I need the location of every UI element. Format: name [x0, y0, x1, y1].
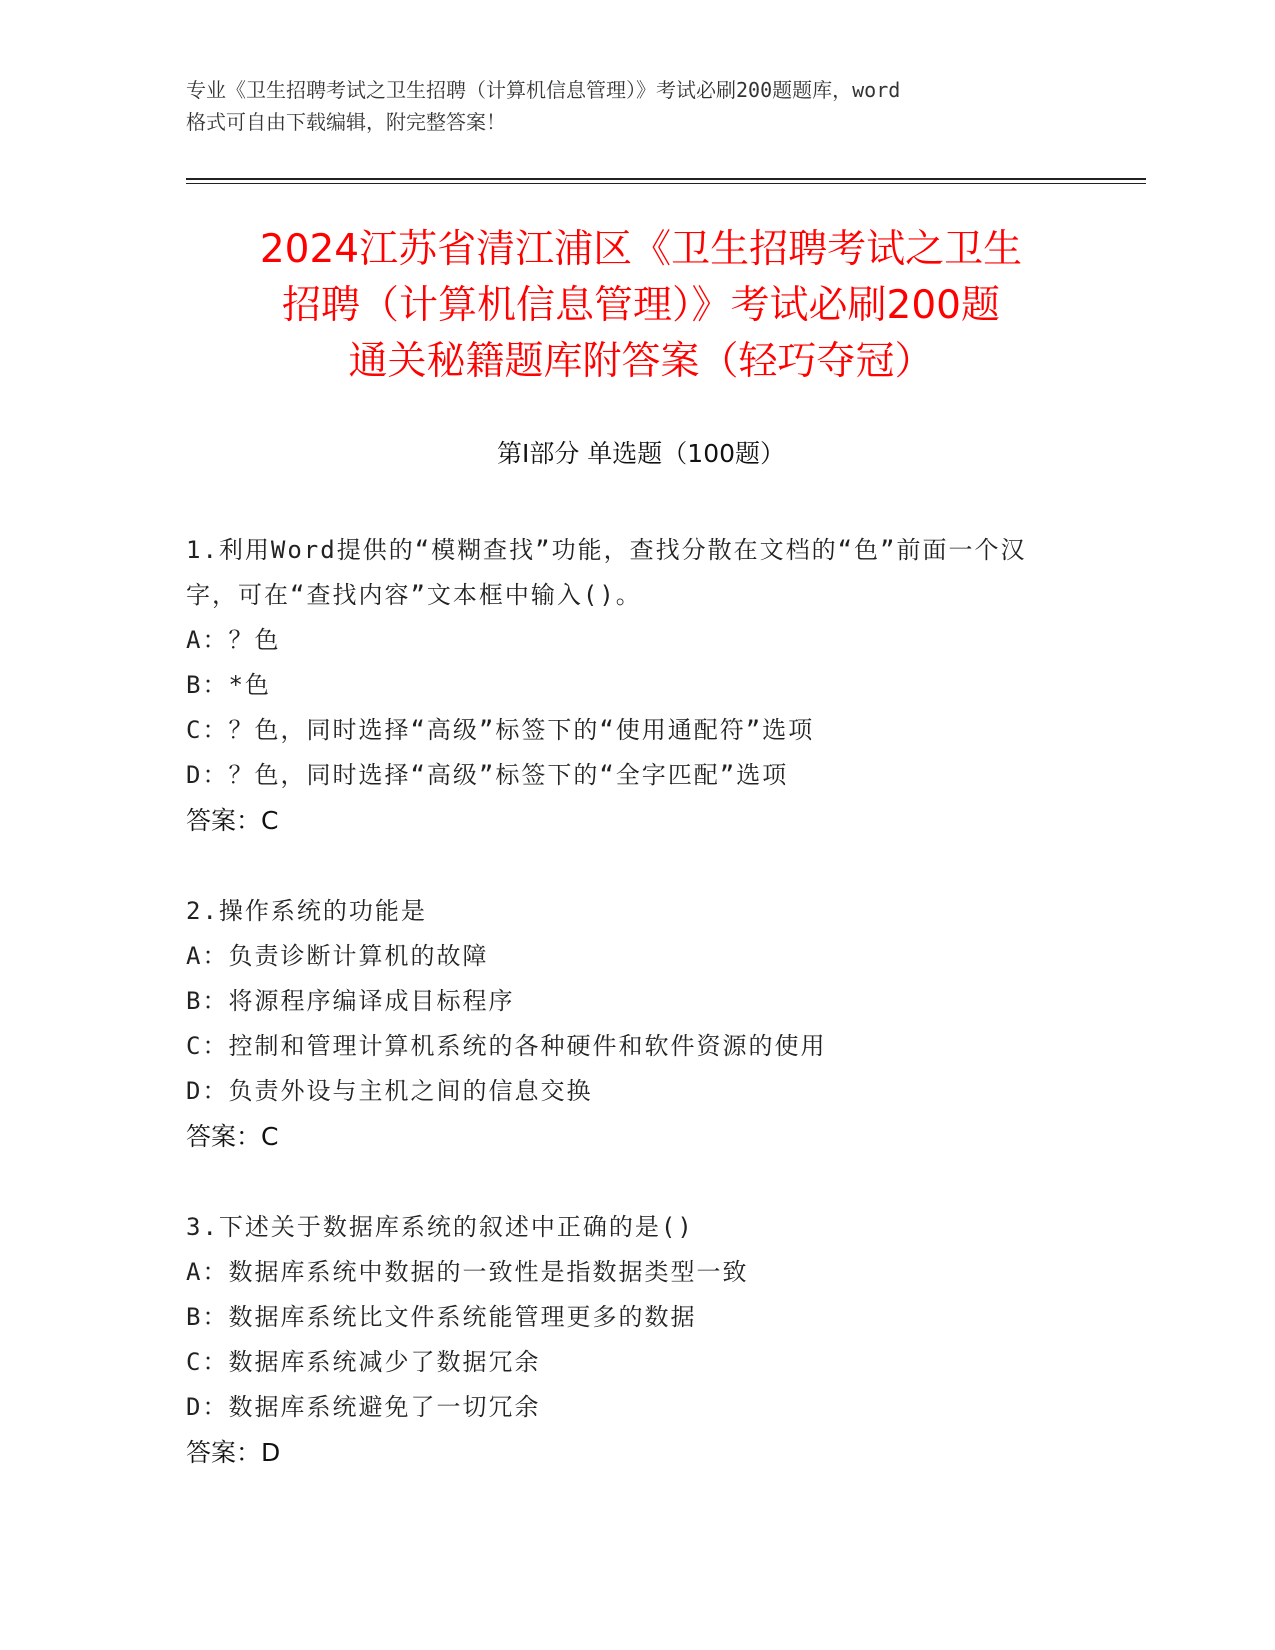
question-list [186, 528, 1086, 1521]
option-d: D：？色，同时选择“高级”标签下的“全字匹配”选项 [186, 761, 789, 789]
intro-line-1: 专业《卫生招聘考试之卫生招聘（计算机信息管理）》考试必刷200题题库，word [186, 78, 901, 102]
option-a: A：？色 [186, 626, 281, 654]
option-a: A：负责诊断计算机的故障 [186, 942, 489, 970]
option-b: B：数据库系统比文件系统能管理更多的数据 [186, 1303, 697, 1331]
question-item [186, 528, 1086, 843]
header-divider-thick [186, 178, 1146, 180]
title-line-1: 2024江苏省清江浦区《卫生招聘考试之卫生 [259, 227, 1023, 272]
section-title: 第Ⅰ部分 单选题（100题） [496, 439, 786, 468]
option-c: C：控制和管理计算机系统的各种硬件和软件资源的使用 [186, 1032, 827, 1060]
document-title [186, 222, 1096, 390]
title-line-2: 招聘（计算机信息管理）》考试必刷200题 [282, 283, 1000, 328]
answer-line: 答案：C [186, 1122, 279, 1151]
answer-line: 答案：C [186, 806, 279, 835]
option-b: B：将源程序编译成目标程序 [186, 987, 515, 1015]
intro-line-2: 格式可自由下载编辑，附完整答案！ [186, 110, 506, 134]
option-c: C：数据库系统减少了数据冗余 [186, 1348, 541, 1376]
question-item [186, 889, 1086, 1159]
option-b: B：*色 [186, 671, 271, 699]
option-d: D：负责外设与主机之间的信息交换 [186, 1077, 593, 1105]
answer-line: 答案：D [186, 1438, 281, 1467]
question-stem: 2.操作系统的功能是 [186, 897, 427, 925]
option-c: C：？色，同时选择“高级”标签下的“使用通配符”选项 [186, 716, 815, 744]
option-a: A：数据库系统中数据的一致性是指数据类型一致 [186, 1258, 749, 1286]
question-stem: 1.利用Word提供的“模糊查找”功能，查找分散在文档的“色”前面一个汉字，可在“查找内容”文本框中输入()。 [186, 536, 1027, 609]
header-divider-thin [186, 183, 1146, 184]
option-d: D：数据库系统避免了一切冗余 [186, 1393, 541, 1421]
document-intro [186, 74, 1086, 138]
question-stem: 3.下述关于数据库系统的叙述中正确的是() [186, 1213, 694, 1241]
title-line-3: 通关秘籍题库附答案（轻巧夺冠） [348, 339, 934, 384]
question-item [186, 1205, 1086, 1475]
